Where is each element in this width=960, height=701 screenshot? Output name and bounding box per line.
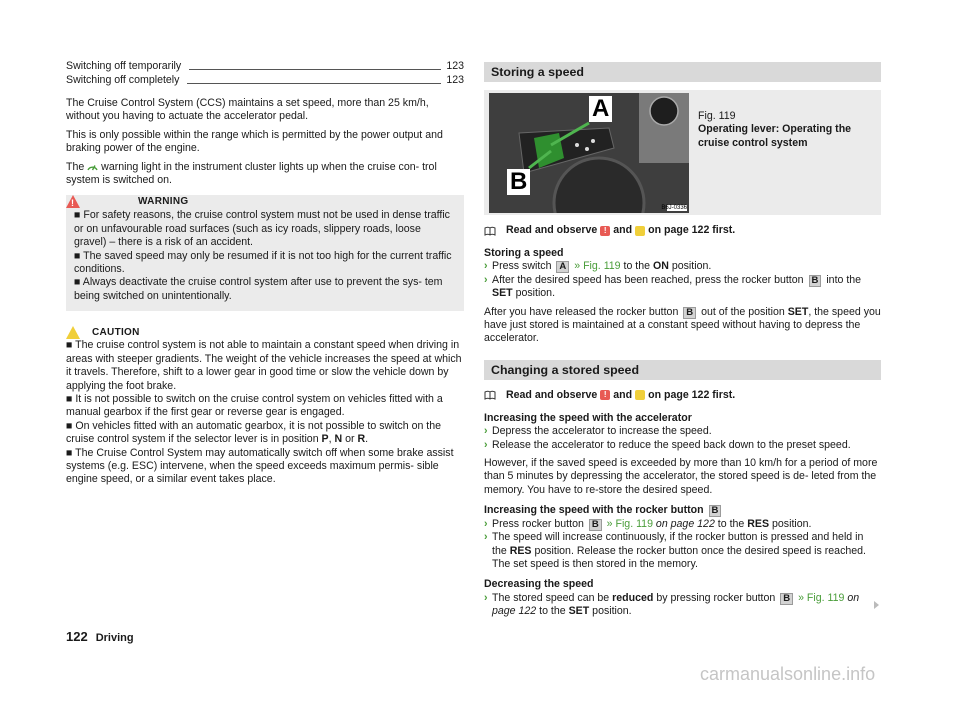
warning-mark-icon: !	[600, 226, 610, 236]
warning-item: ■ For safety reasons, the cruise control system must not be used in dense traffic or on unfavourable road surfaces (such as icy roads, slippery roads, loose gravel) – there is a risk of an accident.	[74, 209, 450, 249]
figure-link[interactable]: » Fig. 119	[606, 517, 653, 530]
intro-paragraph	[66, 161, 464, 188]
figure-box	[484, 90, 881, 215]
instruction-step: › Press rocker button B » Fig. 119 on page 122 to the RES position.	[484, 517, 812, 530]
instruction-step: › Depress the accelerator to increase the speed.	[484, 425, 712, 438]
chevron-right-icon: ›	[484, 531, 488, 544]
figure-letter-b: B	[507, 169, 530, 195]
intro-paragraph: This is only possible within the range which is permitted by the power output and braking power of the engine.	[66, 128, 443, 155]
chevron-right-icon: ›	[484, 517, 488, 530]
toc-entry[interactable]	[66, 59, 464, 73]
caution-item: ■ On vehicles fitted with an automatic gearbox, it is not possible to switch on the cruise control system if the selector lever is in position P, N or R.	[66, 419, 442, 446]
figure-letter-a: A	[589, 96, 612, 122]
figure-code: B6J-0336	[661, 205, 687, 211]
toc-label: Switching off completely	[66, 73, 180, 86]
body-paragraph: However, if the saved speed is exceeded by more than 10 km/h for a period of more than 5 minutes by depressing the accelerator, the stored speed is de- leted from the memory. You have to re-store the desired speed.	[484, 457, 878, 496]
continue-arrow-icon	[874, 601, 879, 609]
right-column	[484, 62, 881, 619]
warning-item: ■ Always deactivate the cruise control system after use to prevent the sys- tem being switched on unintentionally.	[74, 276, 443, 302]
key-b-label: B	[709, 505, 722, 517]
warning-mark-icon: !	[600, 390, 610, 400]
figure-label: Fig. 119	[698, 110, 736, 122]
subheading: Increasing the speed with the accelerator	[484, 411, 692, 424]
read-observe-line: Read and observe ! and on page 122 first.	[484, 389, 881, 402]
section-name: Driving	[95, 632, 134, 644]
toc-entry[interactable]	[66, 73, 464, 87]
read-observe-line: Read and observe ! and on page 122 first.	[484, 224, 881, 237]
caution-title: CAUTION	[92, 326, 140, 338]
key-b-label: B	[683, 307, 696, 319]
caution-item: ■ The cruise control system is not able to maintain a constant speed when driving in areas with steeper gradients. The weight of the vehicle increases the speed at which it travels. Therefore, shift to a lower gear in good time or slow the vehicle down by applying the foot brake.	[66, 339, 462, 392]
key-b-label: B	[809, 275, 822, 287]
key-b-label: B	[589, 519, 602, 531]
figure-link[interactable]: » Fig. 119	[574, 260, 621, 273]
section-heading-storing: Storing a speed	[484, 62, 881, 82]
book-icon	[484, 226, 496, 236]
left-column	[66, 59, 464, 487]
instruction-step: › The stored speed can be reduced by pressing rocker button B » Fig. 119 on page 122 to the SET position.	[484, 591, 860, 618]
warning-item: ■ The saved speed may only be resumed if it is not too high for the current traffic conditions.	[74, 249, 452, 276]
chevron-right-icon: ›	[484, 260, 488, 273]
caution-mark-icon	[635, 390, 645, 400]
caution-item: ■ The Cruise Control System may automatically switch off when some brake assist systems (e.g. ESC) intervene, when the speed exceeds maximum permis- sible engine speed, or a similar event takes place.	[66, 446, 454, 486]
toc-leader	[187, 83, 441, 84]
caution-header	[66, 325, 464, 339]
figure-caption	[698, 110, 873, 150]
figure-image	[489, 93, 689, 213]
chevron-right-icon: ›	[484, 591, 488, 604]
warning-title: WARNING	[138, 196, 189, 208]
key-a-label: A	[556, 261, 569, 273]
caution-mark-icon	[635, 226, 645, 236]
figure-link[interactable]: » Fig. 119	[798, 591, 845, 604]
book-icon	[484, 390, 496, 400]
page-footer	[66, 630, 134, 645]
intro-text: warning light in the instrument cluster lights up when the cruise con- trol system is switched on.	[66, 160, 437, 187]
chevron-right-icon: ›	[484, 438, 488, 451]
cruise-control-warning-light-icon	[87, 162, 98, 171]
subheading: Increasing the speed with the rocker button B	[484, 504, 881, 517]
chevron-right-icon: ›	[484, 273, 488, 286]
instruction-step: › Press switch A » Fig. 119 to the ON position.	[484, 260, 712, 273]
watermark: carmanualsonline.info	[700, 664, 876, 684]
figure-caption-text: Operating lever: Operating the cruise control system	[698, 123, 852, 149]
section-heading-changing: Changing a stored speed	[484, 360, 881, 380]
toc-leader	[189, 69, 441, 70]
intro-text: The	[66, 160, 85, 173]
instruction-step: › The speed will increase continuously, if the rocker button is pressed and held in the RES position. Release the rocker button once the desired speed is reached. The set speed is then stored in the memory.	[484, 531, 866, 570]
chevron-right-icon: ›	[484, 425, 488, 438]
intro-paragraph: The Cruise Control System (CCS) maintains a set speed, more than 25 km/h, without you having to actuate the accelerator pedal.	[66, 97, 429, 123]
key-b-label: B	[780, 593, 793, 605]
caution-triangle-icon	[66, 326, 80, 339]
toc-label: Switching off temporarily	[66, 59, 182, 72]
caution-item: ■ It is not possible to switch on the cruise control system on vehicles fitted with a manual gearbox if the first gear or reverse gear is engaged.	[66, 392, 443, 419]
subheading: Storing a speed	[484, 247, 564, 259]
body-paragraph: After you have released the rocker button B out of the position SET, the speed you have just stored is maintained at a constant speed without having to depress the accelerator.	[484, 305, 881, 345]
instruction-step: › After the desired speed has been reached, press the rocker button B into the SET position.	[484, 273, 862, 300]
page-number: 122	[66, 629, 88, 644]
subheading: Decreasing the speed	[484, 578, 594, 591]
toc-page: 123	[446, 73, 464, 86]
warning-header: ! WARNING	[74, 195, 456, 209]
instruction-step: › Release the accelerator to reduce the speed back down to the preset speed.	[484, 438, 851, 451]
toc-page: 123	[446, 59, 464, 72]
warning-box	[66, 195, 464, 311]
